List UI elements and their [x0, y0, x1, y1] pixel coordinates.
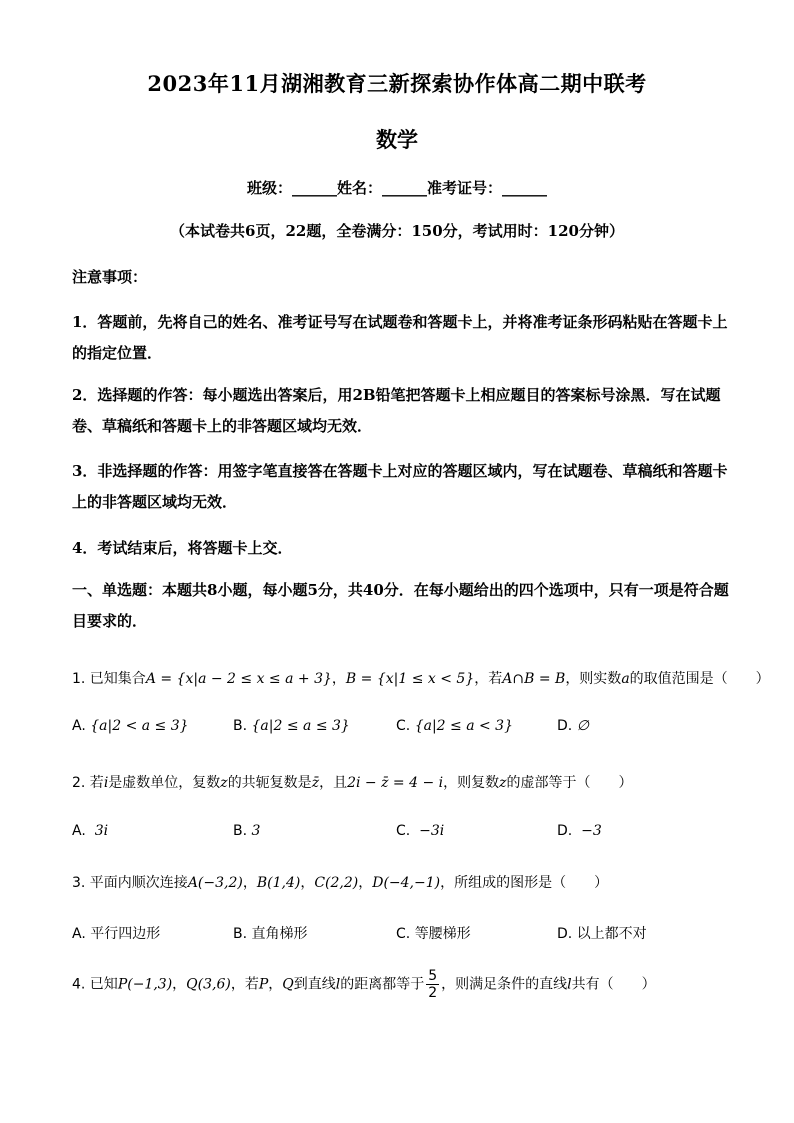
note-item: 4．考试结束后，将答题卡上交．	[72, 539, 293, 557]
q-math: A∩B = B	[502, 671, 566, 687]
note-item: 3．非选择题的作答：用签字笔直接答在答题卡上对应的答题区域内，写在试题卷、草稿纸和答题卡上的非答题区域均无效．	[72, 462, 728, 511]
option-label: D.	[557, 926, 573, 942]
option-text: −3i	[419, 823, 445, 839]
q-math: 2i − z̄ = 4 − i	[347, 775, 444, 791]
notes-title: 注意事项：	[72, 268, 148, 286]
q-math: Q	[282, 976, 294, 993]
exam-meta-line: （本试卷共6页，22题，全卷满分：150分，考试用时：120分钟）	[170, 222, 624, 240]
q-math: i	[103, 775, 109, 791]
question-3-stem	[72, 872, 608, 892]
option-text: 平行四边形	[90, 926, 161, 942]
option-text: 直角梯形	[251, 926, 308, 942]
q-text: ，	[242, 875, 257, 891]
q-math: z̄	[311, 775, 320, 791]
q-math: Q(3,6)	[186, 976, 231, 993]
q-text: ，	[268, 976, 283, 993]
question-2-option-d[interactable]	[557, 823, 602, 839]
q-text: 的虚部等于（ ）	[506, 775, 633, 791]
q-text: ，若	[474, 671, 503, 687]
fraction-denominator: 2	[428, 985, 438, 1001]
q-text: 到直线	[293, 976, 336, 993]
q-text: ，所组成的图形是（ ）	[440, 875, 609, 891]
question-1-stem	[72, 668, 770, 688]
option-label: B.	[233, 926, 248, 942]
question-2-stem	[72, 772, 633, 792]
q-text: ，	[358, 875, 373, 891]
q-text: 的距离都等于	[340, 976, 425, 993]
q-math: A = {x|a − 2 ≤ x ≤ a + 3}	[145, 671, 332, 687]
q-math: a	[621, 671, 630, 687]
q-text: 2. 若	[72, 775, 104, 791]
q-math: z	[499, 775, 507, 791]
option-text: 等腰梯形	[414, 926, 471, 942]
note-item: 1．答题前，先将自己的姓名、准考证号写在试题卷和答题卡上，并将准考证条形码粘贴在答题卡上的指定位置．	[72, 313, 728, 362]
option-text: {a|2 < a ≤ 3}	[90, 718, 189, 734]
section-heading: 一、单选题：本题共8小题，每小题5分，共40分．在每小题给出的四个选项中，只有一项是符合题目要求的．	[72, 581, 729, 630]
q-math: D(−4,−1)	[372, 875, 441, 891]
fraction-five-halves	[426, 968, 439, 1001]
q-math: B(1,4)	[256, 875, 301, 891]
q-math: B = {x|1 ≤ x < 5}	[345, 671, 475, 687]
option-text: 3	[251, 823, 261, 839]
option-text: {a|2 ≤ a ≤ 3}	[251, 718, 350, 734]
q-math: l	[335, 976, 341, 993]
q-math: P(−1,3)	[117, 976, 173, 993]
exam-title: 2023年11月湖湘教育三新探索协作体高二期中联考	[147, 71, 647, 96]
student-info-line: 班级：______姓名：______准考证号：______	[246, 179, 547, 197]
q-math: C(2,2)	[314, 875, 359, 891]
q-text: 共有（ ）	[571, 976, 656, 993]
note-item: 2．选择题的作答：每小题选出答案后，用2B铅笔把答题卡上相应题目的答案标号涂黑．写在试题卷、草稿纸和答题卡上的非答题区域均无效．	[72, 386, 721, 435]
q-math: l	[567, 976, 572, 993]
exam-subject: 数学	[376, 127, 418, 152]
q-text: 是虚数单位，复数	[108, 775, 221, 791]
q-text: ，且	[319, 775, 348, 791]
q-text: ，则复数	[443, 775, 500, 791]
question-2-option-b[interactable]	[233, 823, 260, 839]
q-math: P	[258, 976, 269, 993]
q-text: ，若	[230, 976, 259, 993]
question-2-option-a[interactable]	[72, 823, 108, 839]
q-math: A(−3,2)	[187, 875, 243, 891]
option-text: {a|2 ≤ a < 3}	[414, 718, 513, 734]
option-label: C.	[396, 718, 411, 734]
q-text: ，则实数	[565, 671, 622, 687]
option-text: 3i	[94, 823, 109, 839]
fraction-numerator: 5	[428, 968, 438, 984]
question-1-option-c[interactable]	[396, 718, 513, 734]
option-text: ∅	[576, 718, 589, 734]
option-label: A.	[72, 718, 86, 734]
question-3-option-d[interactable]	[557, 923, 647, 943]
option-label: D.	[557, 718, 573, 734]
q-text: ，	[331, 671, 346, 687]
option-text: 以上都不对	[576, 926, 647, 942]
question-2-option-c[interactable]	[396, 823, 444, 839]
q-text: 4. 已知	[72, 976, 118, 993]
q-text: ，则满足条件的直线	[441, 976, 568, 993]
q-text: 3. 平面内顺次连接	[72, 875, 188, 891]
question-3-option-c[interactable]	[396, 923, 471, 943]
option-label: C.	[396, 926, 411, 942]
question-1-option-d[interactable]	[557, 718, 589, 734]
option-text: −3	[581, 823, 602, 839]
q-text: ，	[172, 976, 187, 993]
option-label: B.	[233, 823, 248, 839]
question-3-option-a[interactable]	[72, 923, 160, 943]
q-text: 的共轭复数是	[227, 775, 312, 791]
question-1-option-b[interactable]	[233, 718, 350, 734]
question-3-option-b[interactable]	[233, 923, 308, 943]
q-text: 的取值范围是（ ）	[629, 671, 770, 687]
option-label: B.	[233, 718, 248, 734]
option-label: C.	[396, 823, 411, 839]
q-math: z	[220, 775, 228, 791]
q-text: 1. 已知集合	[72, 671, 146, 687]
option-label: A.	[72, 823, 86, 839]
q-text: ，	[300, 875, 315, 891]
question-1-option-a[interactable]	[72, 718, 189, 734]
question-4-stem	[72, 968, 656, 1001]
option-label: D.	[557, 823, 573, 839]
option-label: A.	[72, 926, 86, 942]
